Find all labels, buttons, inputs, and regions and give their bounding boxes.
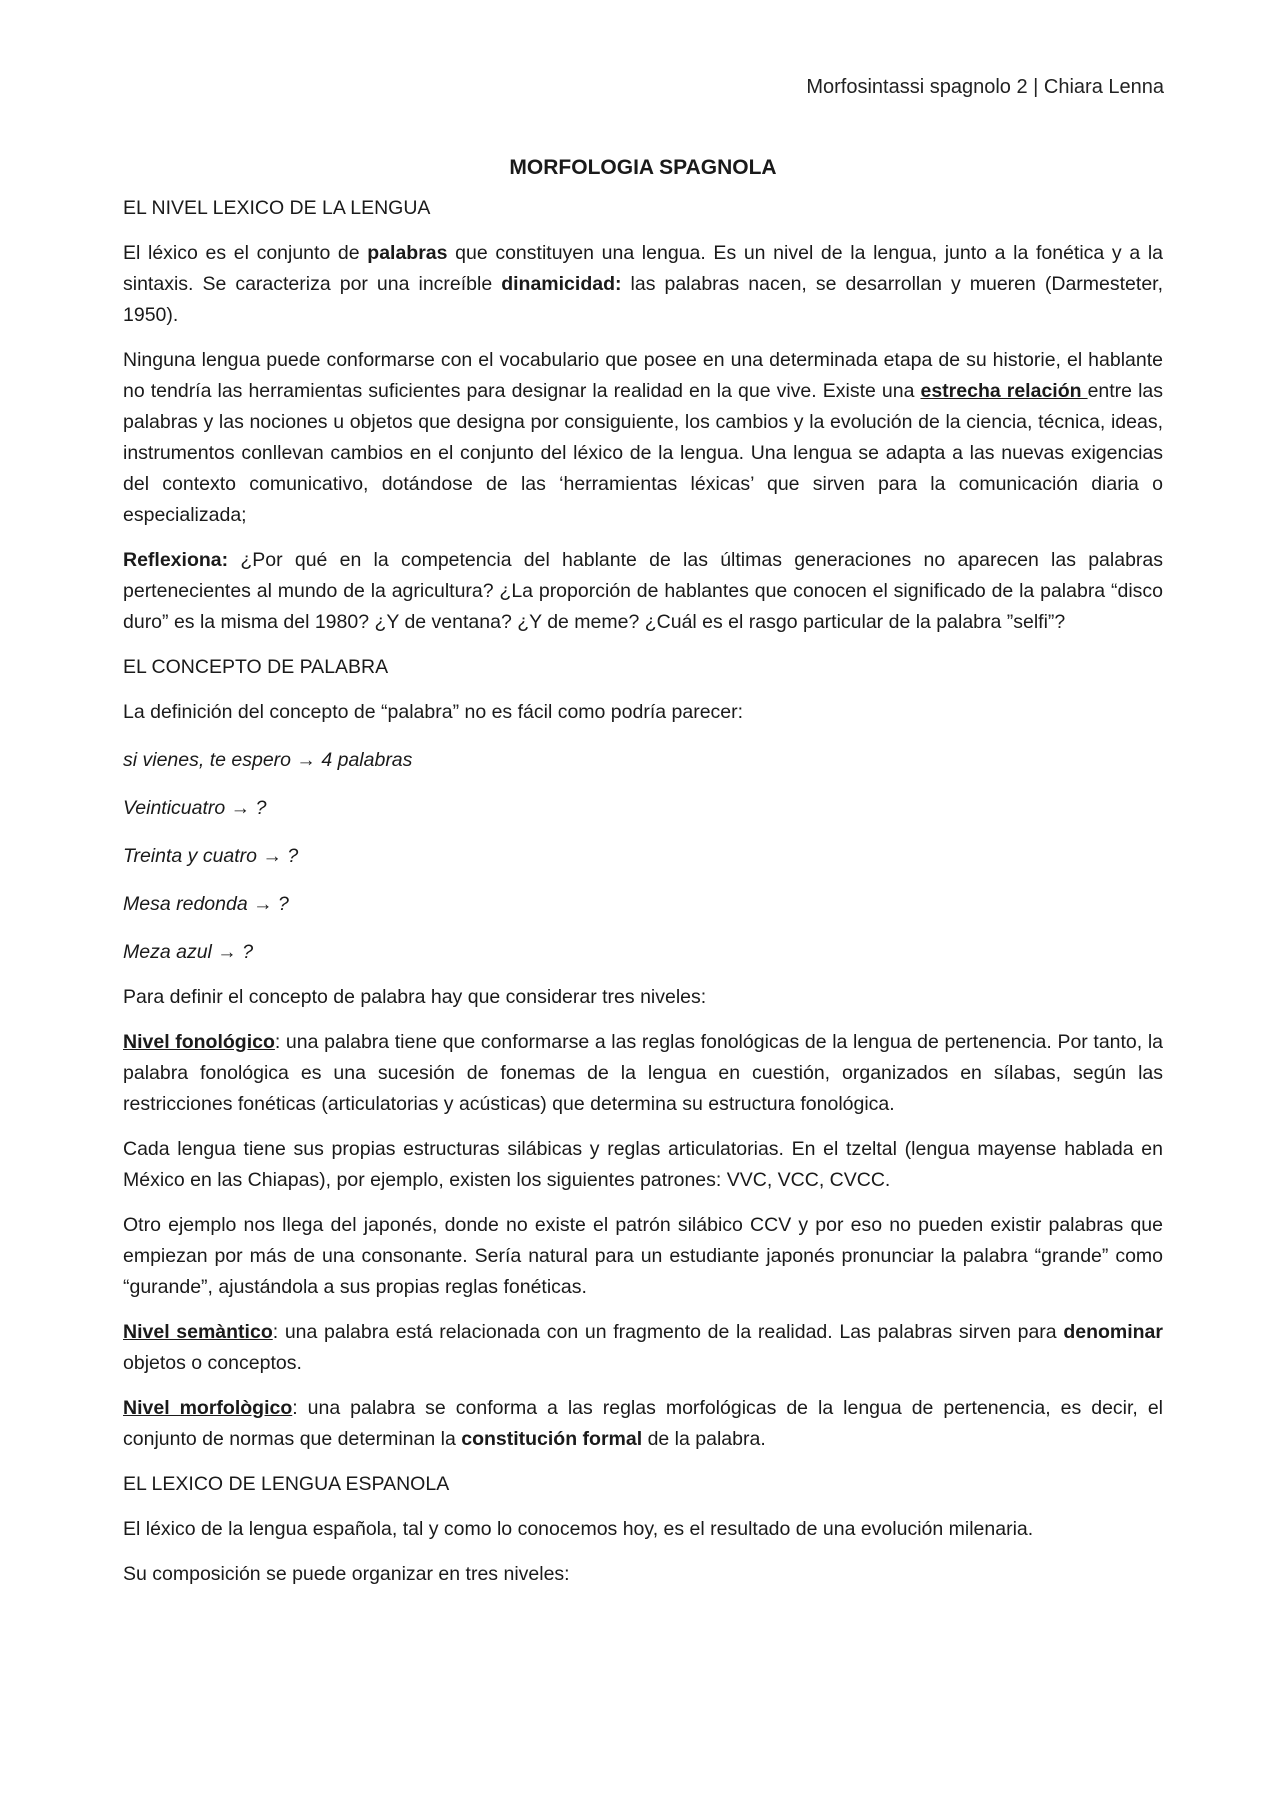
document-body bbox=[123, 152, 1163, 1604]
paragraph-definicion-palabra: La definición del concepto de “palabra” no es fácil como podría parecer: bbox=[123, 701, 744, 723]
paragraph-nivel-morfologico: Nivel morfològico: una palabra se conforma a las reglas morfológicas de la lengua de pertenencia, es decir, el conjunto de normas que determinan la constitución formal de la palabra. bbox=[123, 1397, 1163, 1450]
example-line: Mesa redonda → ? bbox=[123, 893, 289, 915]
document-title: MORFOLOGIA SPAGNOLA bbox=[509, 156, 777, 179]
paragraph-vocabulario: Ninguna lengua puede conformarse con el vocabulario que posee en una determinada etapa de su historie, el hablante no tendría las herramientas suficientes para designar la realidad en la que vive. Existe una estrecha relación entre las palabras y las nociones u objetos que designa por consiguiente, los cambios y la evolución de la ciencia, técnica, ideas, instrumentos conllevan cambios en el conjunto del léxico de la lengua. Una lengua se adapta a las nuevas exigencias del contexto comunicativo, dotándose de las ‘herramientas léxicas’ que sirven para la comunicación diaria o especializada; bbox=[123, 349, 1163, 526]
paragraph-lexico-definition: El léxico es el conjunto de palabras que constituyen una lengua. Es un nivel de la lengua, junto a la fonética y a la sintaxis. Se caracteriza por una increíble dinamicidad: las palabras nacen, se desarrollan y mueren (Darmesteter, 1950). bbox=[123, 242, 1163, 326]
paragraph-tres-niveles: Para definir el concepto de palabra hay que considerar tres niveles: bbox=[123, 986, 707, 1008]
paragraph-composicion: Su composición se puede organizar en tres niveles: bbox=[123, 1563, 570, 1585]
page-header: Morfosintassi spagnolo 2 | Chiara Lenna bbox=[806, 76, 1164, 98]
example-line: Treinta y cuatro → ? bbox=[123, 845, 299, 867]
example-line: Meza azul → ? bbox=[123, 941, 254, 963]
section-heading-concepto-palabra: EL CONCEPTO DE PALABRA bbox=[123, 656, 389, 678]
paragraph-reflexiona: Reflexiona: ¿Por qué en la competencia del hablante de las últimas generaciones no aparecen las palabras pertenecientes al mundo de la agricultura? ¿La proporción de hablantes que conocen el significado de la palabra “disco duro” es la misma del 1980? ¿Y de ventana? ¿Y de meme? ¿Cuál es el rasgo particular de la palabra ”selfi”? bbox=[123, 549, 1163, 633]
example-line: Veinticuatro → ? bbox=[123, 797, 267, 819]
paragraph-estructuras-silabicas: Cada lengua tiene sus propias estructuras silábicas y reglas articulatorias. En el tzeltal (lengua mayense hablada en México en las Chiapas), por ejemplo, existen los siguientes patrones: VVC, VCC, CVCC. bbox=[123, 1138, 1163, 1191]
section-heading-lexico-espanola: EL LEXICO DE LENGUA ESPANOLA bbox=[123, 1473, 450, 1495]
paragraph-nivel-fonologico: Nivel fonológico: una palabra tiene que conformarse a las reglas fonológicas de la lengua de pertenencia. Por tanto, la palabra fonológica es una sucesión de fonemas de la lengua en cuestión, organizados en sílabas, según las restricciones fonéticas (articulatorias y acústicas) que determina su estructura fonológica. bbox=[123, 1031, 1164, 1115]
paragraph-evolucion-milenaria: El léxico de la lengua española, tal y como lo conocemos hoy, es el resultado de una evolución milenaria. bbox=[123, 1518, 1034, 1540]
paragraph-nivel-semantico: Nivel semàntico: una palabra está relacionada con un fragmento de la realidad. Las palabras sirven para denominar objetos o conceptos. bbox=[123, 1321, 1163, 1374]
example-line: si vienes, te espero → 4 palabras bbox=[123, 749, 413, 771]
paragraph-japones: Otro ejemplo nos llega del japonés, donde no existe el patrón silábico CCV y por eso no pueden existir palabras que empiezan por más de una consonante. Sería natural para un estudiante japonés pronunciar la palabra “grande” como “gurande”, ajustándola a sus propias reglas fonéticas. bbox=[123, 1214, 1163, 1298]
section-heading-nivel-lexico: EL NIVEL LEXICO DE LA LENGUA bbox=[123, 197, 431, 219]
